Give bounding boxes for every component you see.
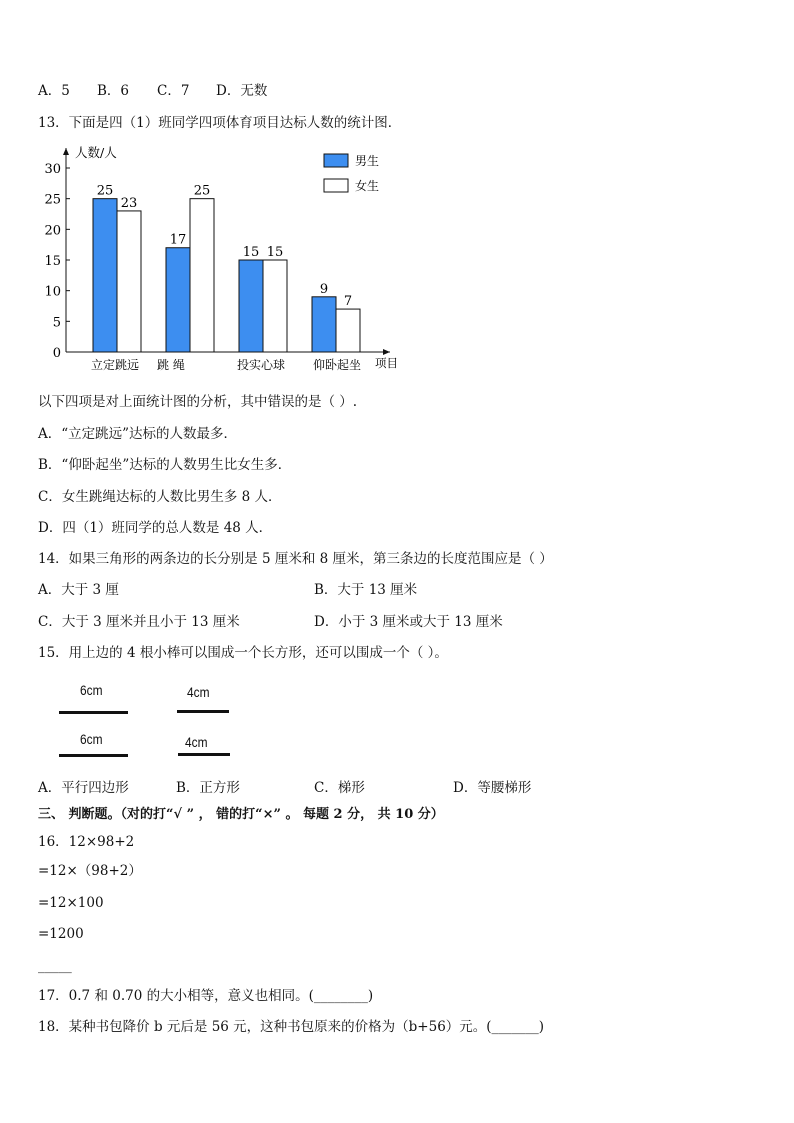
q15-option-a: A．平行四边形 xyxy=(38,780,129,796)
stick-label: 4cm xyxy=(187,684,210,700)
q16-line: =12×（98+2） xyxy=(38,863,142,879)
stick-4cm xyxy=(178,753,230,756)
q12-option-b: B．6 xyxy=(97,83,130,99)
y-tick-label: 15 xyxy=(44,254,61,269)
bar-value-label: 7 xyxy=(343,294,353,310)
q14-option-c: C．大于 3 厘米并且小于 13 厘米 xyxy=(38,614,240,630)
stick-4cm xyxy=(177,710,229,713)
q16-line: =12×100 xyxy=(38,895,104,911)
y-tick-label: 5 xyxy=(52,315,61,331)
q13-option-a: A．“立定跳远”达标的人数最多． xyxy=(38,426,238,442)
bar-value-label: 25 xyxy=(96,183,114,199)
x-axis-arrow xyxy=(383,349,390,355)
stick-label: 6cm xyxy=(80,682,103,698)
bar-value-label: 15 xyxy=(242,245,260,260)
stick-6cm xyxy=(59,754,128,757)
stick-label: 4cm xyxy=(185,734,208,750)
bar xyxy=(117,211,141,352)
q14-option-b: B．大于 13 厘米 xyxy=(314,582,418,598)
section-heading: 三、 判断题。（对的打“√ ” ， 错的打“×” 。 每题 2 分， 共 10 分） xyxy=(38,807,444,822)
q13-stem: 13．下面是四（1）班同学四项体育项目达标人数的统计图． xyxy=(38,115,402,131)
x-tick-label: 跳 绳 xyxy=(157,358,185,372)
bar-value-label: 25 xyxy=(193,183,211,199)
bar xyxy=(166,248,190,352)
legend-swatch xyxy=(324,154,348,167)
bar xyxy=(312,297,336,352)
bar-value-label: 23 xyxy=(120,195,138,211)
x-tick-label: 投实心球 xyxy=(237,358,286,372)
q17-statement: 17．0.7 和 0.70 的大小相等，意义也相同。(________) xyxy=(38,988,374,1004)
legend-swatch xyxy=(324,179,348,192)
bar-value-label: 15 xyxy=(266,245,284,260)
q14-option-a: A．大于 3 厘 xyxy=(38,582,119,598)
bar xyxy=(239,260,263,352)
bar xyxy=(93,199,117,352)
bar xyxy=(336,309,360,352)
q13-option-b: B．“仰卧起坐”达标的人数男生比女生多． xyxy=(38,457,292,473)
y-tick-label: 30 xyxy=(44,162,61,177)
bar-value-label: 17 xyxy=(169,232,187,248)
q13-option-d: D．四（1）班同学的总人数是 48 人． xyxy=(38,520,273,536)
bar xyxy=(190,199,214,352)
q14-stem: 14．如果三角形的两条边的长分别是 5 厘米和 8 厘米，第三条边的长度范围应是（ ） xyxy=(38,551,553,567)
stick-6cm xyxy=(59,711,128,714)
y-tick-label: 0 xyxy=(52,346,61,361)
q16-line: =1200 xyxy=(38,926,84,942)
y-tick-label: 10 xyxy=(44,284,61,300)
legend-label: 女生 xyxy=(355,179,380,193)
q12-option-a: A．5 xyxy=(38,83,70,99)
q12-option-d: D．无数 xyxy=(216,83,268,99)
q14-option-d: D．小于 3 厘米或大于 13 厘米 xyxy=(314,614,503,630)
q15-option-c: C．梯形 xyxy=(314,780,365,796)
q12-option-c: C．7 xyxy=(157,83,190,99)
q13-option-c: C．女生跳绳达标的人数比男生多 8 人． xyxy=(38,489,282,505)
y-axis-label: 人数/人 xyxy=(75,145,117,160)
q16-answer-blank: _____ xyxy=(38,958,72,974)
q15-option-d: D．等腰梯形 xyxy=(453,780,532,796)
stick-label: 6cm xyxy=(80,731,103,747)
q13-question: 以下四项是对上面统计图的分析，其中错误的是（ ）. xyxy=(38,394,358,410)
bar-chart xyxy=(35,140,435,375)
x-tick-label: 立定跳远 xyxy=(91,358,140,372)
q16-line: 16．12×98+2 xyxy=(38,834,135,850)
q15-stem: 15．用上边的 4 根小棒可以围成一个长方形，还可以围成一个（ ）。 xyxy=(38,645,448,661)
legend-label: 男生 xyxy=(355,154,380,168)
bar-value-label: 9 xyxy=(319,281,329,297)
bar xyxy=(263,260,287,352)
q15-option-b: B．正方形 xyxy=(176,780,240,796)
q18-statement: 18．某种书包降价 b 元后是 56 元，这种书包原来的价格为（b+56）元。(_______) xyxy=(38,1019,545,1035)
x-axis-label: 项目 xyxy=(375,356,398,370)
y-tick-label: 25 xyxy=(44,192,61,208)
x-tick-label: 仰卧起坐 xyxy=(313,358,362,372)
y-tick-label: 20 xyxy=(44,223,61,239)
y-axis-arrow xyxy=(63,148,69,155)
